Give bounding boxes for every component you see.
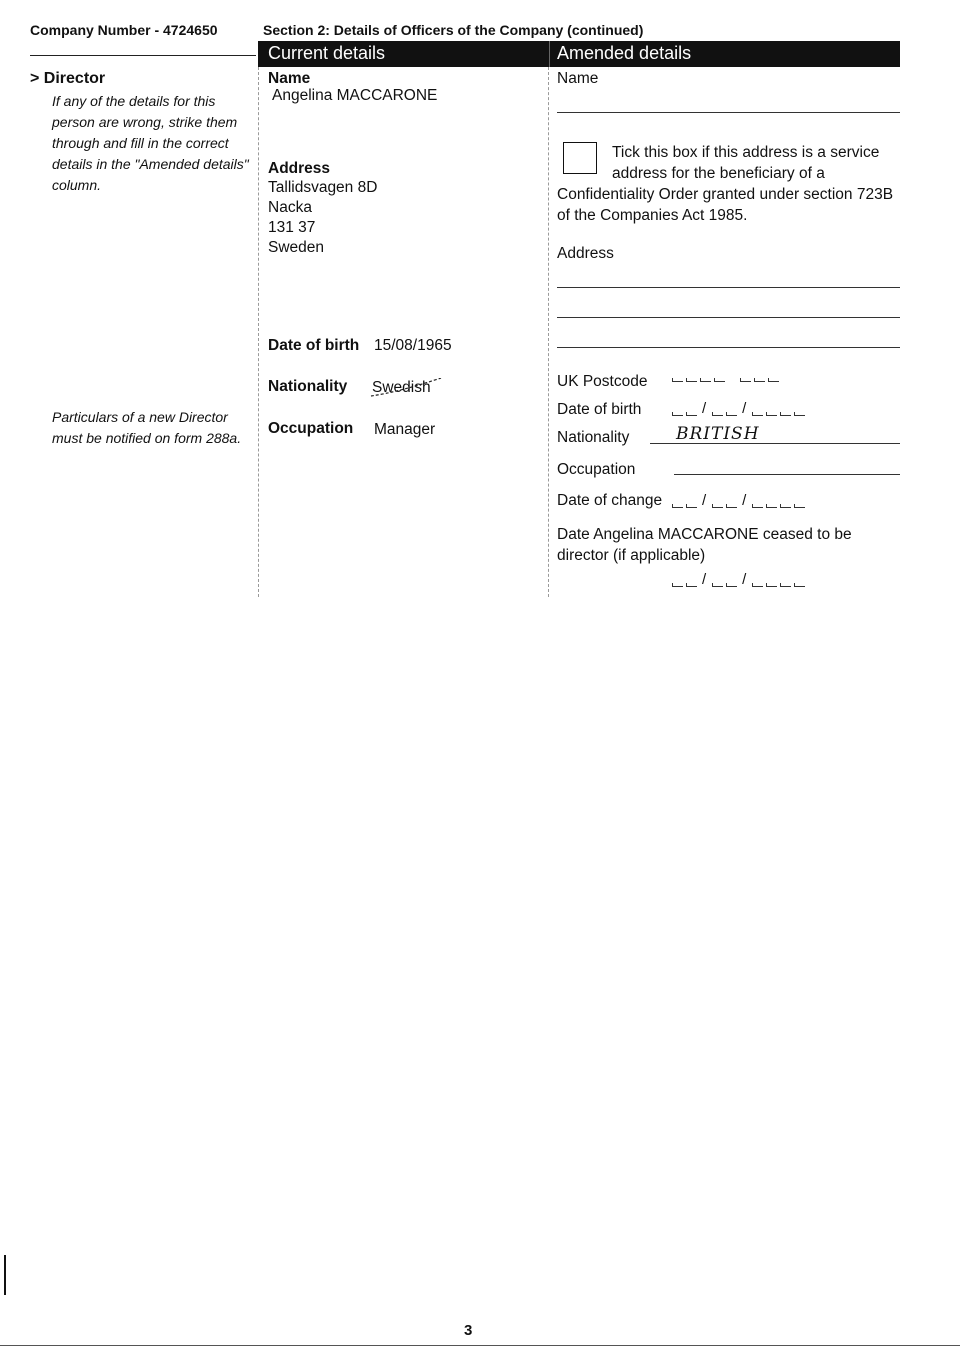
service-address-text (612, 142, 892, 184)
current-occupation-label: Occupation (268, 420, 354, 437)
current-nationality-label: Nationality (268, 378, 348, 395)
ceased-date-boxes[interactable] (672, 573, 808, 587)
officer-role-label: > Director (30, 70, 106, 87)
current-address-label: Address (268, 160, 331, 177)
amended-address-field[interactable] (557, 347, 900, 348)
amended-nationality-label: Nationality (557, 429, 630, 446)
amended-address-field[interactable] (557, 317, 900, 318)
address-line: Nacka (268, 199, 312, 216)
current-nationality-value: Swedish (372, 379, 431, 396)
amended-nationality-handwritten: BRITISH (676, 424, 760, 444)
amended-name-field[interactable] (557, 112, 900, 113)
section-title: Section 2: Details of Officers of the Company (continued) (263, 22, 644, 38)
current-dob-label: Date of birth (268, 337, 360, 354)
date-separator: / (702, 571, 707, 588)
current-dob-value: 15/08/1965 (374, 337, 452, 354)
date-of-change-label: Date of change (557, 492, 663, 509)
current-address (268, 178, 377, 258)
date-separator: / (742, 492, 747, 509)
footer-line (0, 1345, 960, 1346)
column-divider-right (548, 67, 549, 597)
strike-through-mark (369, 378, 443, 398)
amended-address-field[interactable] (557, 287, 900, 288)
new-director-note: Particulars of a new Director must be notified on form 288a. (52, 409, 242, 446)
current-name-label: Name (268, 70, 311, 87)
amended-address-label: Address (557, 245, 614, 262)
postcode-label: UK Postcode (557, 373, 648, 390)
page-number: 3 (464, 1322, 473, 1339)
amended-details-header: Amended details (557, 43, 692, 63)
postcode-boxes[interactable] (672, 378, 782, 382)
amended-dob-boxes[interactable] (672, 402, 808, 416)
current-details-header: Current details (268, 43, 386, 63)
instructions-note: If any of the details for this person are wrong, strike them through and fill in the correct details in the "Amended details" column. (52, 93, 249, 193)
amended-nationality-field[interactable] (650, 443, 900, 444)
amended-dob-label: Date of birth (557, 401, 642, 418)
amended-name-label: Name (557, 70, 599, 87)
ceased-director-text: Date Angelina MACCARONE ceased to be director (if applicable) (557, 526, 852, 564)
current-name-value: Angelina MACCARONE (272, 87, 438, 104)
column-header-divider (549, 41, 550, 67)
service-address-checkbox[interactable] (563, 142, 597, 174)
date-separator: / (702, 400, 707, 417)
date-separator: / (742, 400, 747, 417)
address-line: Sweden (268, 239, 325, 256)
date-separator: / (702, 492, 707, 509)
company-number: Company Number - 4724650 (30, 22, 218, 38)
amended-occupation-label: Occupation (557, 461, 636, 478)
service-address-text-line: Tick this box if this address is a service address for the beneficiary of a (612, 144, 880, 182)
current-occupation-value: Manager (374, 421, 436, 438)
divider-line (30, 55, 256, 56)
amended-occupation-field[interactable] (674, 474, 900, 475)
date-separator: / (742, 571, 747, 588)
address-line: Tallidsvagen 8D (268, 179, 378, 196)
service-address-text-cont: Confidentiality Order granted under section 723B of the Companies Act 1985. (557, 186, 894, 224)
column-divider-left (258, 67, 259, 597)
margin-mark (4, 1255, 6, 1295)
date-of-change-boxes[interactable] (672, 494, 808, 508)
address-line: 131 37 (268, 219, 316, 236)
